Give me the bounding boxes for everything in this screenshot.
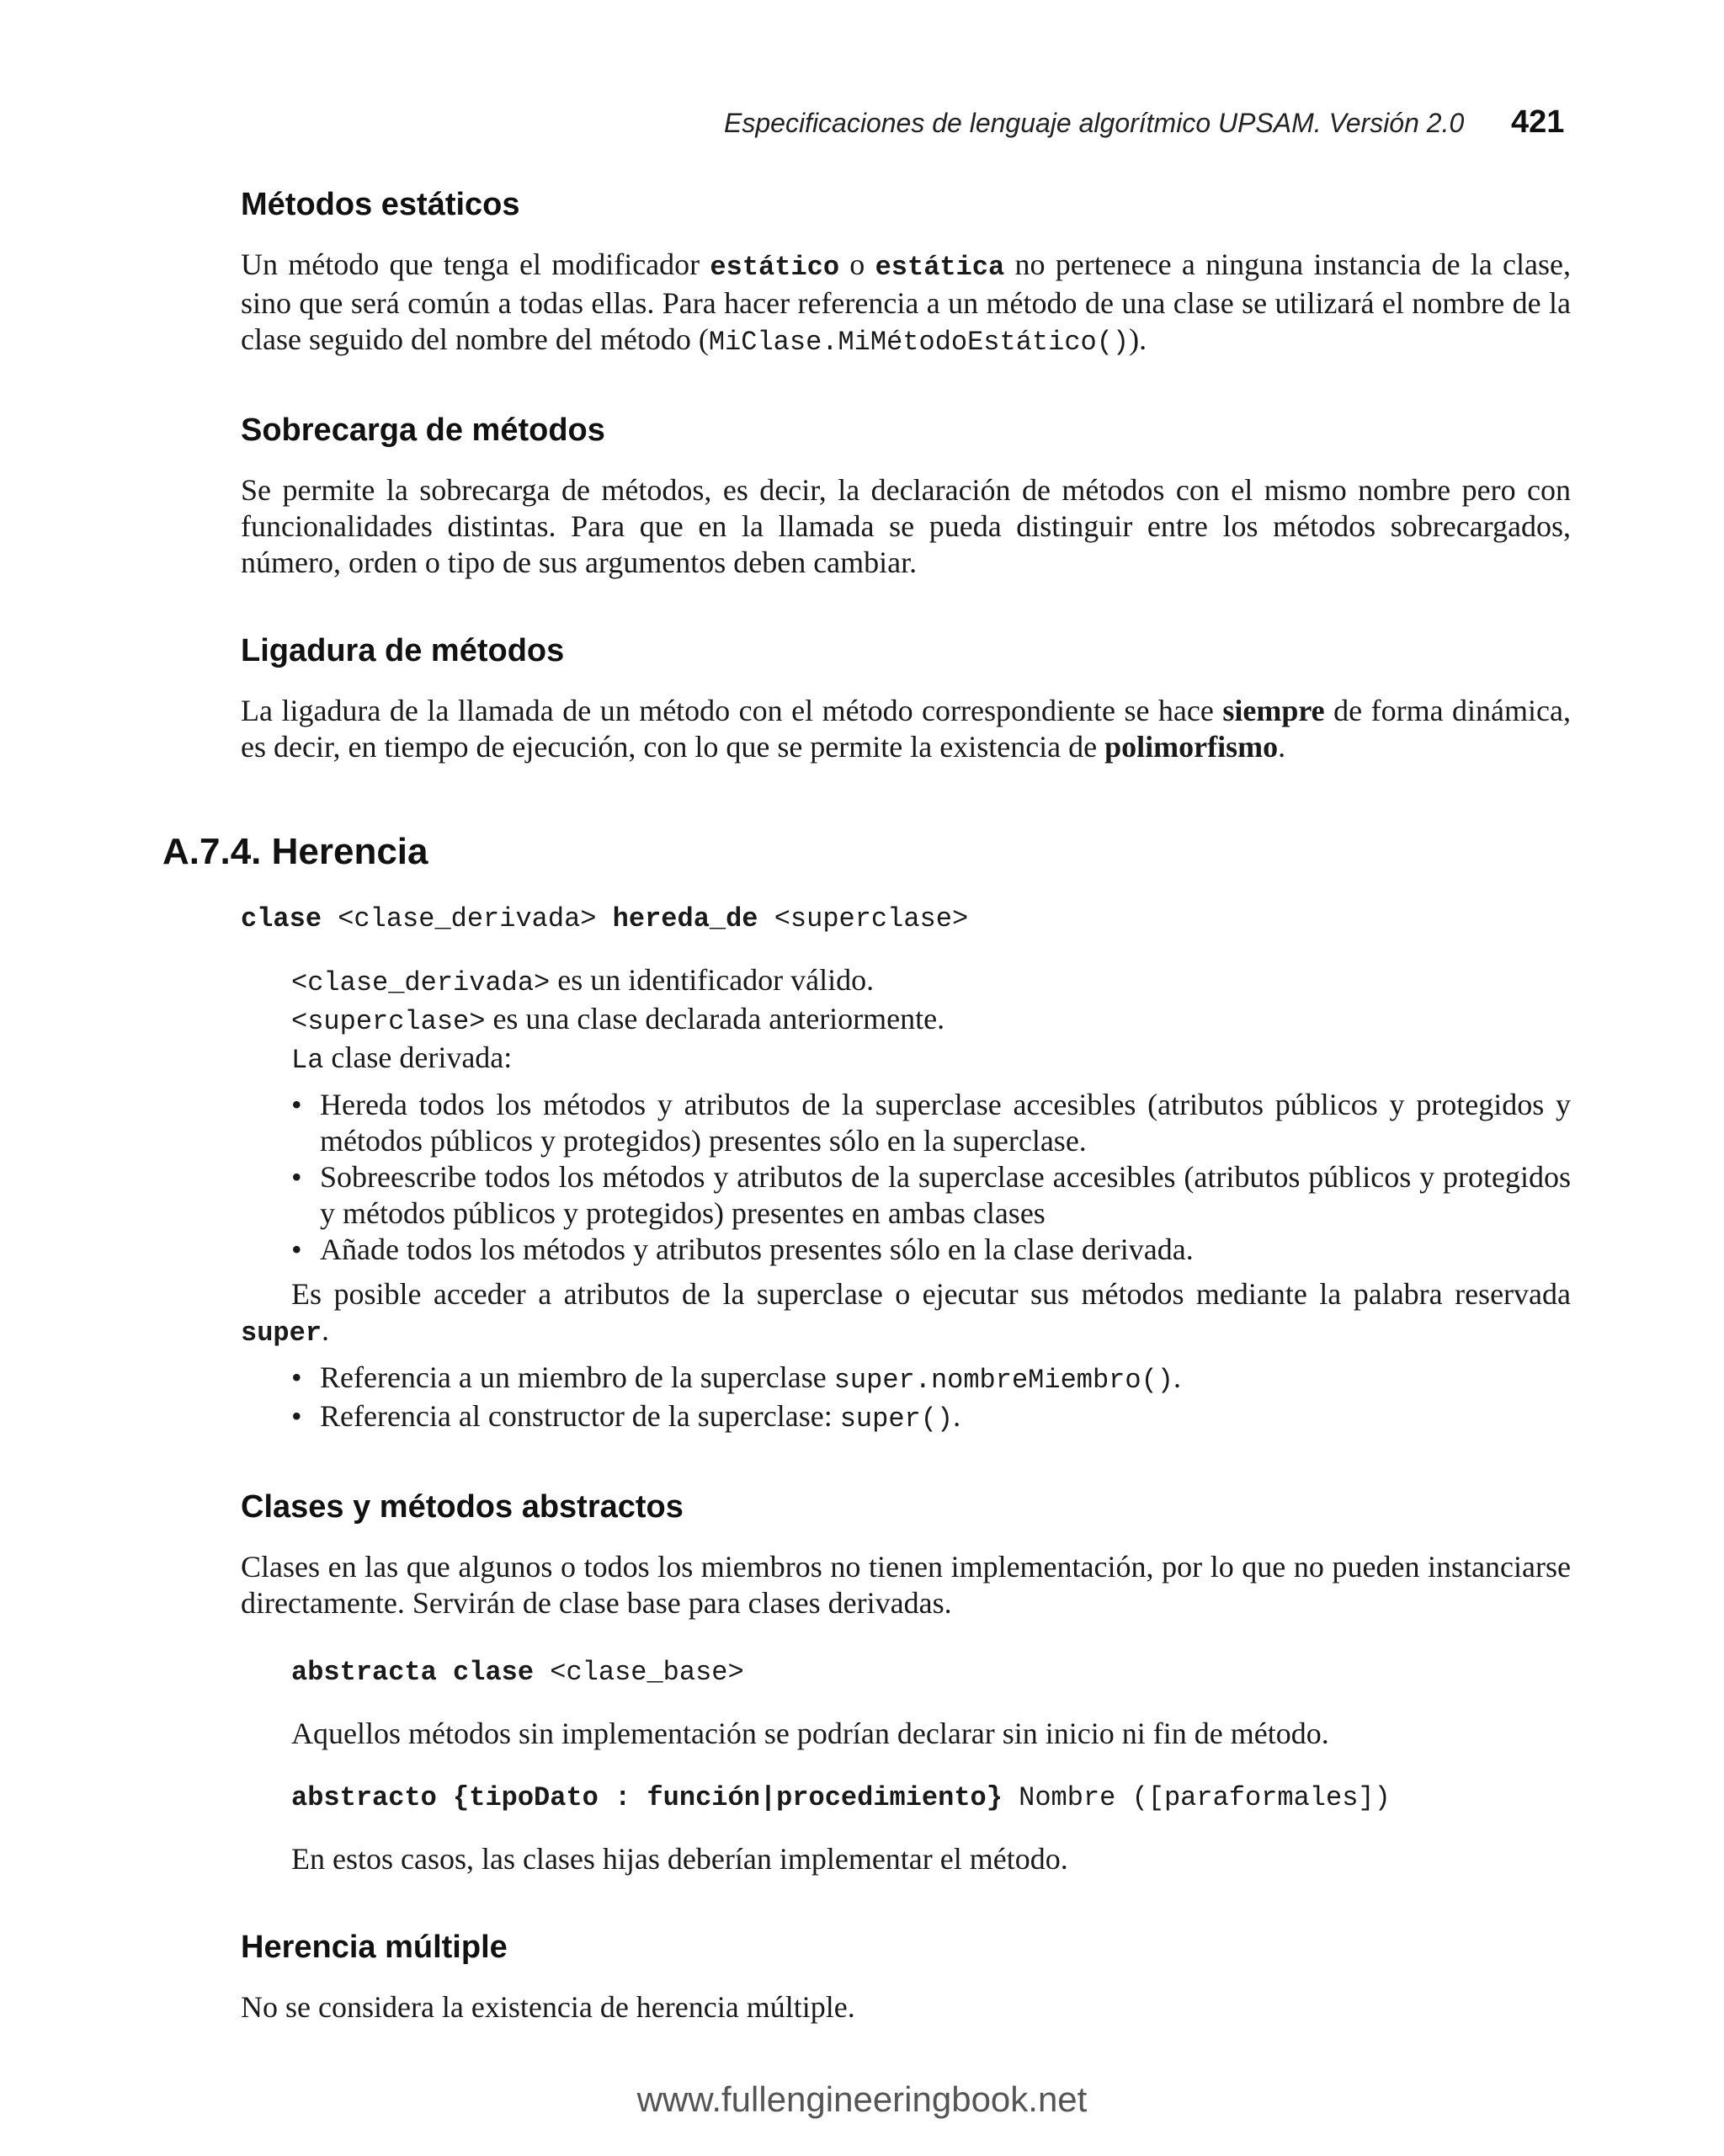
keyword-estatica: estática	[875, 252, 1005, 283]
section-herencia	[162, 831, 1571, 1437]
paragraph-super	[241, 1276, 1571, 1351]
abstractos-examples	[241, 1652, 1571, 1877]
keyword-hereda-de: hereda_de	[612, 903, 758, 934]
code-run: <clase_derivada>	[291, 967, 551, 998]
code-superclase: <superclase>	[758, 903, 969, 934]
text-run: Es posible acceder a atributos de la superclase o ejecutar sus métodos mediante la palabra reservada	[291, 1277, 1571, 1311]
paragraph-metodos-sin-impl: Aquellos métodos sin implementación se podrían declarar sin inicio ni fin de método.	[291, 1717, 1329, 1750]
text-run: .	[322, 1313, 330, 1347]
paragraph-abstractos: Clases en las que algunos o todos los miembros no tienen implementación, por lo que no pueden instanciarse directamente. Servirán de clase base para clases derivadas.	[241, 1550, 1571, 1620]
heading-herencia: A.7.4. Herencia	[162, 831, 428, 872]
keyword-clase: clase	[241, 903, 322, 934]
def-superclase	[291, 1001, 1571, 1040]
paragraph-ligadura	[241, 693, 1571, 765]
text-run: es una clase declarada anteriormente.	[485, 1002, 945, 1035]
list-item: • Sobreescribe todos los métodos y atributos de la superclase accesibles (atributos públicos y protegidos y métodos públicos y protegidos) presentes en ambas clases	[291, 1159, 1571, 1232]
code-static-method: MiClase.MiMétodoEstático()	[708, 327, 1130, 358]
text-run: clase derivada:	[323, 1041, 513, 1074]
heading-sobrecarga: Sobrecarga de métodos	[241, 413, 605, 448]
text-run: La ligadura de la llamada de un método con el método correspondiente se hace	[241, 694, 1223, 727]
bold-siempre: siempre	[1222, 694, 1325, 727]
code-run: La	[291, 1045, 324, 1076]
text-run: .	[1173, 1360, 1181, 1394]
text-run: .	[953, 1399, 961, 1433]
heading-herencia-multiple: Herencia múltiple	[241, 1930, 508, 1965]
heading-ligadura: Ligadura de métodos	[241, 633, 565, 668]
syntax-abstracta-clase	[291, 1652, 1571, 1690]
herencia-definitions	[241, 962, 1571, 1078]
def-la-clase-derivada	[291, 1040, 1571, 1078]
keyword-super: super	[241, 1318, 322, 1349]
list-item: • Añade todos los métodos y atributos presentes sólo en la clase derivada.	[291, 1232, 1571, 1268]
text-run: de forma dinámica, es decir, en tiempo de ejecución, con lo que se permite la existencia de	[241, 694, 1571, 764]
bullets-super	[291, 1360, 1571, 1437]
def-clase-derivada	[291, 962, 1571, 1001]
code-clase-derivada: <clase_derivada>	[322, 903, 613, 934]
bold-polimorfismo: polimorfismo	[1104, 730, 1279, 764]
text-run: Referencia al constructor de la superclase:	[320, 1399, 840, 1433]
list-item: • Hereda todos los métodos y atributos de la superclase accesibles (atributos públicos y protegidos y métodos públicos y protegidos) presentes sólo en la superclase.	[291, 1087, 1571, 1159]
keyword-abstracto: abstracto {tipoDato : función|procedimiento}	[291, 1782, 1003, 1813]
section-metodos-estaticos	[241, 187, 1571, 360]
text-run: Referencia a un miembro de la superclase	[320, 1360, 834, 1394]
syntax-herencia	[241, 898, 1571, 937]
paragraph-herencia-multiple: No se considera la existencia de herencia múltiple.	[241, 1990, 855, 2024]
bullets-herencia	[291, 1087, 1571, 1268]
heading-abstractos: Clases y métodos abstractos	[241, 1489, 684, 1525]
list-item	[291, 1398, 1571, 1437]
paragraph-estaticos	[241, 247, 1571, 360]
code-run: <clase_base>	[534, 1657, 744, 1688]
text-run: o	[839, 248, 875, 281]
text-run: ).	[1129, 322, 1147, 356]
text-run: es un identificador válido.	[550, 963, 875, 997]
running-title: Especificaciones de lenguaje algorítmico UPSAM. Versión 2.0	[724, 108, 1465, 138]
section-sobrecarga	[241, 413, 1571, 581]
syntax-abstracto-metodo	[291, 1777, 1571, 1816]
heading-metodos-estaticos: Métodos estáticos	[241, 187, 520, 222]
code-run: super()	[839, 1403, 954, 1435]
section-abstractos	[241, 1489, 1571, 1877]
list-item	[291, 1360, 1571, 1398]
code-run: super.nombreMiembro()	[833, 1365, 1173, 1396]
page-number: 421	[1511, 104, 1565, 140]
paragraph-clases-hijas: En estos casos, las clases hijas deberían implementar el método.	[291, 1842, 1068, 1876]
watermark: www.fullengineeringbook.net	[636, 2079, 1088, 2119]
code-run: <superclase>	[291, 1006, 486, 1037]
text-run: no pertenece a ninguna instancia de la clase, sino que será común a todas ellas. Para hacer referencia a un método de una clase se utilizará el nombre de la clase seguido del nombre del método (	[241, 248, 1572, 356]
page-content	[162, 187, 1572, 2078]
section-ligadura	[241, 633, 1571, 765]
section-herencia-multiple	[241, 1930, 1571, 2026]
keyword-abstracta-clase: abstracta clase	[291, 1657, 535, 1688]
text-run: Un método que tenga el modificador	[241, 248, 710, 281]
text-run: .	[1278, 730, 1286, 764]
paragraph-sobrecarga: Se permite la sobrecarga de métodos, es decir, la declaración de métodos con el mismo nombre pero con funcionalidades distintas. Para que en la llamada se pueda distinguir entre los métodos sobrecargados, número, orden o tipo de sus argumentos deben cambiar.	[241, 473, 1571, 579]
code-run: Nombre ([paraformales])	[1002, 1782, 1391, 1813]
keyword-estatico: estático	[710, 252, 840, 283]
